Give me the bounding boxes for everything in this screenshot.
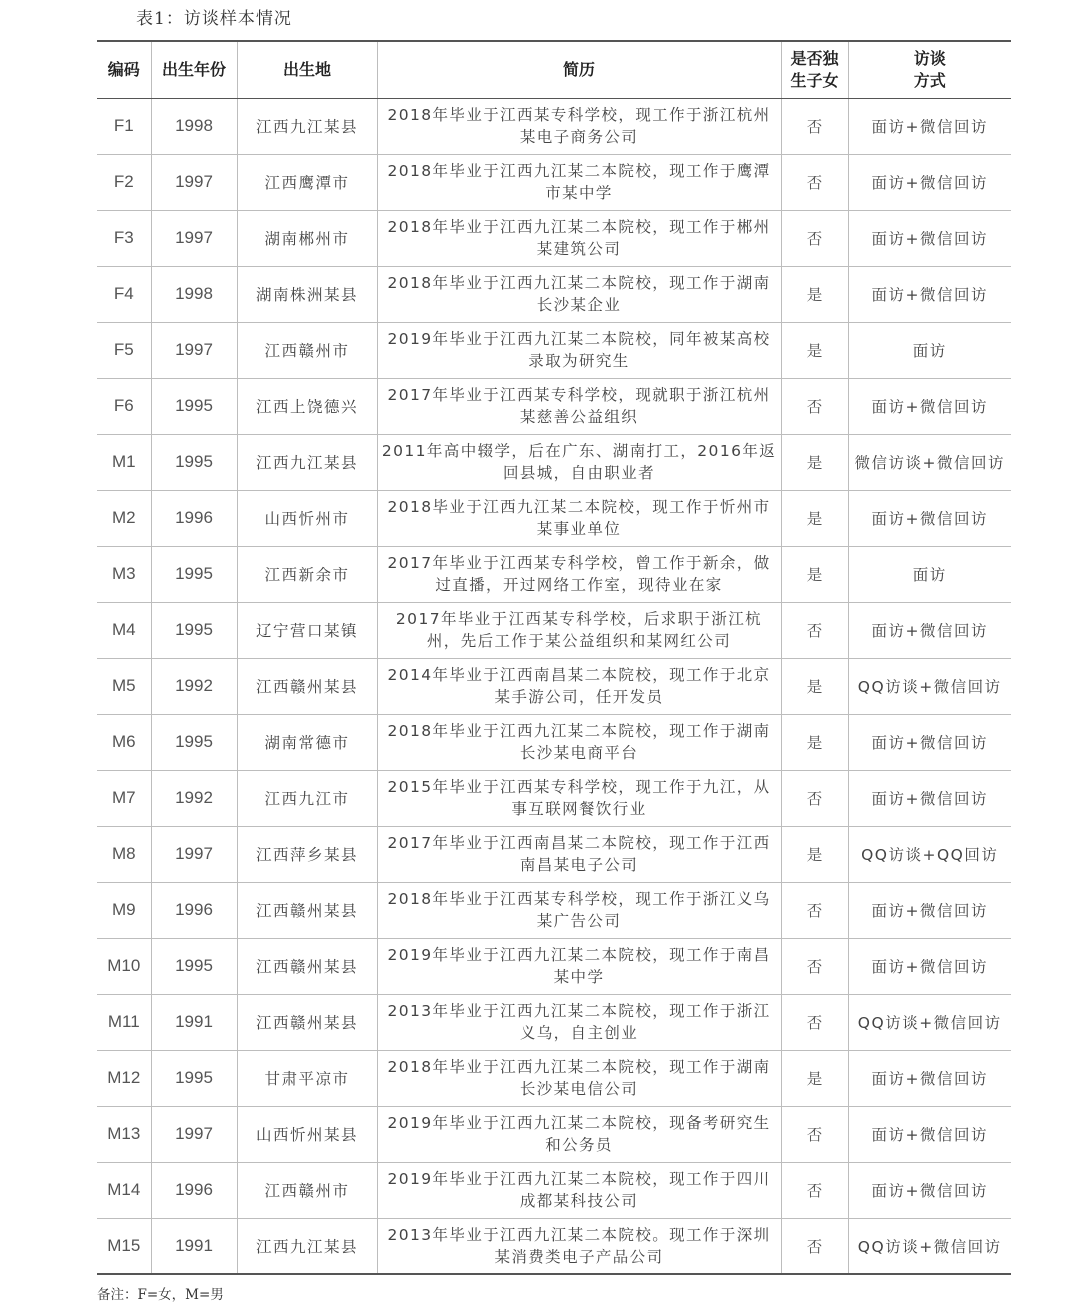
cell-birth-year: 1991 bbox=[151, 994, 237, 1050]
cell-birth-year: 1995 bbox=[151, 1050, 237, 1106]
table-row bbox=[97, 938, 1011, 994]
cell-resume: 2011年高中辍学，后在广东、湖南打工，2016年返回县城，自由职业者 bbox=[377, 434, 781, 490]
cell-birthplace: 山西忻州市 bbox=[237, 490, 377, 546]
cell-birth-year: 1992 bbox=[151, 770, 237, 826]
table-row bbox=[97, 154, 1011, 210]
cell-birth-year: 1995 bbox=[151, 714, 237, 770]
cell-birthplace: 江西九江某县 bbox=[237, 434, 377, 490]
cell-code: F5 bbox=[97, 322, 151, 378]
cell-resume: 2013年毕业于江西九江某二本院校。现工作于深圳某消费类电子产品公司 bbox=[377, 1218, 781, 1274]
cell-interview-method: 面访+微信回访 bbox=[848, 602, 1011, 658]
cell-only-child: 否 bbox=[781, 1218, 848, 1274]
cell-code: M4 bbox=[97, 602, 151, 658]
cell-only-child: 否 bbox=[781, 882, 848, 938]
table-row bbox=[97, 602, 1011, 658]
cell-birth-year: 1998 bbox=[151, 98, 237, 154]
table-row bbox=[97, 490, 1011, 546]
cell-birth-year: 1996 bbox=[151, 1162, 237, 1218]
cell-only-child: 否 bbox=[781, 938, 848, 994]
cell-resume: 2018年毕业于江西某专科学校，现工作于浙江杭州某电子商务公司 bbox=[377, 98, 781, 154]
table-row bbox=[97, 882, 1011, 938]
cell-only-child: 否 bbox=[781, 770, 848, 826]
cell-interview-method: 微信访谈+微信回访 bbox=[848, 434, 1011, 490]
cell-code: M9 bbox=[97, 882, 151, 938]
cell-birthplace: 江西九江某县 bbox=[237, 1218, 377, 1274]
cell-only-child: 是 bbox=[781, 322, 848, 378]
cell-interview-method: 面访+微信回访 bbox=[848, 1106, 1011, 1162]
cell-resume: 2018年毕业于江西九江某二本院校，现工作于湖南长沙某电信公司 bbox=[377, 1050, 781, 1106]
cell-code: F3 bbox=[97, 210, 151, 266]
table-row bbox=[97, 714, 1011, 770]
cell-code: M3 bbox=[97, 546, 151, 602]
cell-only-child: 否 bbox=[781, 98, 848, 154]
cell-birthplace: 江西上饶德兴 bbox=[237, 378, 377, 434]
cell-birthplace: 江西九江市 bbox=[237, 770, 377, 826]
cell-code: M10 bbox=[97, 938, 151, 994]
cell-birthplace: 江西赣州某县 bbox=[237, 658, 377, 714]
interview-sample-table bbox=[97, 40, 1011, 1275]
cell-birthplace: 江西赣州某县 bbox=[237, 994, 377, 1050]
cell-birth-year: 1997 bbox=[151, 210, 237, 266]
cell-resume: 2018年毕业于江西九江某二本院校，现工作于湖南长沙某企业 bbox=[377, 266, 781, 322]
cell-resume: 2018年毕业于江西某专科学校，现工作于浙江义乌某广告公司 bbox=[377, 882, 781, 938]
cell-birth-year: 1998 bbox=[151, 266, 237, 322]
header-birth-year: 出生年份 bbox=[151, 41, 237, 98]
cell-code: M1 bbox=[97, 434, 151, 490]
table-row bbox=[97, 322, 1011, 378]
cell-code: M6 bbox=[97, 714, 151, 770]
table-row bbox=[97, 434, 1011, 490]
cell-only-child: 否 bbox=[781, 210, 848, 266]
cell-birthplace: 甘肃平凉市 bbox=[237, 1050, 377, 1106]
cell-code: M11 bbox=[97, 994, 151, 1050]
cell-birth-year: 1997 bbox=[151, 322, 237, 378]
cell-only-child: 是 bbox=[781, 266, 848, 322]
cell-resume: 2019年毕业于江西九江某二本院校，现工作于南昌某中学 bbox=[377, 938, 781, 994]
table-row bbox=[97, 770, 1011, 826]
header-code: 编码 bbox=[97, 41, 151, 98]
cell-birth-year: 1995 bbox=[151, 546, 237, 602]
cell-resume: 2014年毕业于江西南昌某二本院校，现工作于北京某手游公司，任开发员 bbox=[377, 658, 781, 714]
cell-birth-year: 1997 bbox=[151, 1106, 237, 1162]
cell-only-child: 否 bbox=[781, 1106, 848, 1162]
cell-only-child: 是 bbox=[781, 714, 848, 770]
cell-birth-year: 1995 bbox=[151, 602, 237, 658]
cell-resume: 2017年毕业于江西南昌某二本院校，现工作于江西南昌某电子公司 bbox=[377, 826, 781, 882]
cell-only-child: 是 bbox=[781, 1050, 848, 1106]
cell-only-child: 否 bbox=[781, 994, 848, 1050]
cell-only-child: 否 bbox=[781, 378, 848, 434]
header-method: 访谈方式 bbox=[848, 41, 1011, 98]
cell-interview-method: 面访+微信回访 bbox=[848, 378, 1011, 434]
cell-birth-year: 1996 bbox=[151, 490, 237, 546]
cell-birthplace: 湖南郴州市 bbox=[237, 210, 377, 266]
cell-code: M14 bbox=[97, 1162, 151, 1218]
cell-code: M13 bbox=[97, 1106, 151, 1162]
table-row bbox=[97, 1106, 1011, 1162]
cell-resume: 2017年毕业于江西某专科学校，曾工作于新余，做过直播，开过网络工作室，现待业在家 bbox=[377, 546, 781, 602]
cell-birth-year: 1995 bbox=[151, 378, 237, 434]
header-birthplace: 出生地 bbox=[237, 41, 377, 98]
table-row bbox=[97, 994, 1011, 1050]
cell-code: M5 bbox=[97, 658, 151, 714]
cell-only-child: 否 bbox=[781, 602, 848, 658]
cell-birth-year: 1997 bbox=[151, 826, 237, 882]
cell-resume: 2018年毕业于江西九江某二本院校，现工作于湖南长沙某电商平台 bbox=[377, 714, 781, 770]
cell-birthplace: 山西忻州某县 bbox=[237, 1106, 377, 1162]
table-body bbox=[97, 98, 1011, 1274]
cell-interview-method: 面访+微信回访 bbox=[848, 714, 1011, 770]
cell-birth-year: 1997 bbox=[151, 154, 237, 210]
cell-code: M12 bbox=[97, 1050, 151, 1106]
cell-interview-method: 面访+微信回访 bbox=[848, 770, 1011, 826]
cell-birth-year: 1995 bbox=[151, 434, 237, 490]
cell-code: M2 bbox=[97, 490, 151, 546]
cell-resume: 2018年毕业于江西九江某二本院校，现工作于鹰潭市某中学 bbox=[377, 154, 781, 210]
header-resume: 简历 bbox=[377, 41, 781, 98]
cell-interview-method: QQ访谈+微信回访 bbox=[848, 658, 1011, 714]
table-row bbox=[97, 210, 1011, 266]
cell-code: F2 bbox=[97, 154, 151, 210]
cell-code: M7 bbox=[97, 770, 151, 826]
cell-interview-method: 面访+微信回访 bbox=[848, 210, 1011, 266]
cell-interview-method: QQ访谈+微信回访 bbox=[848, 1218, 1011, 1274]
table-row bbox=[97, 266, 1011, 322]
cell-resume: 2013年毕业于江西九江某二本院校，现工作于浙江义乌，自主创业 bbox=[377, 994, 781, 1050]
cell-birthplace: 江西鹰潭市 bbox=[237, 154, 377, 210]
cell-interview-method: 面访+微信回访 bbox=[848, 938, 1011, 994]
cell-birthplace: 湖南常德市 bbox=[237, 714, 377, 770]
cell-code: M8 bbox=[97, 826, 151, 882]
cell-birthplace: 江西赣州某县 bbox=[237, 938, 377, 994]
cell-interview-method: QQ访谈+QQ回访 bbox=[848, 826, 1011, 882]
table-row bbox=[97, 98, 1011, 154]
cell-interview-method: 面访+微信回访 bbox=[848, 266, 1011, 322]
header-only-child: 是否独生子女 bbox=[781, 41, 848, 98]
table-row bbox=[97, 1162, 1011, 1218]
cell-code: F1 bbox=[97, 98, 151, 154]
cell-resume: 2015年毕业于江西某专科学校，现工作于九江，从事互联网餐饮行业 bbox=[377, 770, 781, 826]
cell-only-child: 是 bbox=[781, 434, 848, 490]
cell-resume: 2019年毕业于江西九江某二本院校，现工作于四川成都某科技公司 bbox=[377, 1162, 781, 1218]
cell-code: M15 bbox=[97, 1218, 151, 1274]
cell-interview-method: 面访+微信回访 bbox=[848, 490, 1011, 546]
cell-interview-method: 面访+微信回访 bbox=[848, 1050, 1011, 1106]
table-row bbox=[97, 1050, 1011, 1106]
cell-resume: 2017年毕业于江西某专科学校，现就职于浙江杭州某慈善公益组织 bbox=[377, 378, 781, 434]
cell-resume: 2018年毕业于江西九江某二本院校，现工作于郴州某建筑公司 bbox=[377, 210, 781, 266]
footnote: 备注：F=女，M=男 bbox=[97, 1287, 224, 1303]
cell-birth-year: 1996 bbox=[151, 882, 237, 938]
cell-only-child: 是 bbox=[781, 546, 848, 602]
cell-birthplace: 江西萍乡某县 bbox=[237, 826, 377, 882]
cell-only-child: 否 bbox=[781, 154, 848, 210]
cell-code: F6 bbox=[97, 378, 151, 434]
cell-only-child: 否 bbox=[781, 1162, 848, 1218]
cell-code: F4 bbox=[97, 266, 151, 322]
cell-resume: 2019年毕业于江西九江某二本院校，现备考研究生和公务员 bbox=[377, 1106, 781, 1162]
cell-birth-year: 1991 bbox=[151, 1218, 237, 1274]
cell-resume: 2018毕业于江西九江某二本院校，现工作于忻州市某事业单位 bbox=[377, 490, 781, 546]
cell-only-child: 是 bbox=[781, 826, 848, 882]
cell-interview-method: 面访+微信回访 bbox=[848, 1162, 1011, 1218]
table-row bbox=[97, 378, 1011, 434]
cell-birthplace: 江西九江某县 bbox=[237, 98, 377, 154]
table-caption: 表1：访谈样本情况 bbox=[136, 9, 292, 29]
cell-only-child: 是 bbox=[781, 658, 848, 714]
cell-resume: 2019年毕业于江西九江某二本院校，同年被某高校录取为研究生 bbox=[377, 322, 781, 378]
cell-birthplace: 辽宁营口某镇 bbox=[237, 602, 377, 658]
cell-only-child: 是 bbox=[781, 490, 848, 546]
cell-interview-method: 面访+微信回访 bbox=[848, 98, 1011, 154]
cell-birthplace: 江西赣州市 bbox=[237, 322, 377, 378]
table-row bbox=[97, 546, 1011, 602]
cell-interview-method: 面访+微信回访 bbox=[848, 882, 1011, 938]
cell-resume: 2017年毕业于江西某专科学校，后求职于浙江杭州，先后工作于某公益组织和某网红公司 bbox=[377, 602, 781, 658]
table-row bbox=[97, 1218, 1011, 1274]
cell-interview-method: QQ访谈+微信回访 bbox=[848, 994, 1011, 1050]
header-row bbox=[97, 41, 1011, 98]
cell-interview-method: 面访 bbox=[848, 322, 1011, 378]
cell-birthplace: 江西新余市 bbox=[237, 546, 377, 602]
cell-birthplace: 湖南株洲某县 bbox=[237, 266, 377, 322]
table-row bbox=[97, 826, 1011, 882]
cell-interview-method: 面访+微信回访 bbox=[848, 154, 1011, 210]
cell-interview-method: 面访 bbox=[848, 546, 1011, 602]
cell-birth-year: 1995 bbox=[151, 938, 237, 994]
table-row bbox=[97, 658, 1011, 714]
cell-birthplace: 江西赣州某县 bbox=[237, 882, 377, 938]
cell-birthplace: 江西赣州市 bbox=[237, 1162, 377, 1218]
cell-birth-year: 1992 bbox=[151, 658, 237, 714]
